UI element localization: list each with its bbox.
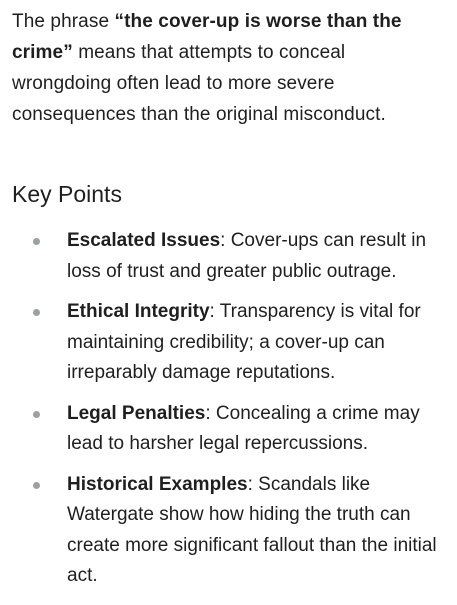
key-points-heading: Key Points bbox=[12, 181, 122, 207]
point-title: Escalated Issues bbox=[67, 230, 221, 251]
bullet-dot-icon bbox=[33, 411, 40, 418]
bullet-dot-icon bbox=[33, 238, 40, 245]
bullet-dot-icon bbox=[33, 309, 40, 316]
intro-prefix: The phrase bbox=[12, 11, 115, 32]
intro-suffix: means that attempts to conceal wrongdoing often lead to more severe consequences than the original misconduct. bbox=[12, 42, 386, 125]
key-points-list bbox=[12, 226, 445, 592]
point-text: : Cover-ups can result in loss of trust and greater public outrage. bbox=[67, 230, 427, 282]
list-item bbox=[12, 226, 445, 287]
point-text: : Concealing a crime may lead to harsher legal repercussions. bbox=[67, 402, 420, 454]
point-title: Legal Penalties bbox=[67, 402, 206, 424]
list-item bbox=[12, 399, 445, 460]
point-title: Ethical Integrity bbox=[67, 301, 210, 322]
list-item bbox=[12, 297, 445, 389]
point-text: : Transparency is vital for maintaining credibility; a cover-up can irreparably damage reputations. bbox=[67, 301, 421, 383]
intro-paragraph bbox=[12, 6, 445, 130]
point-text: : Scandals like Watergate show how hiding the truth can create more significant fallout than the initial act. bbox=[67, 473, 437, 586]
list-item bbox=[12, 470, 445, 592]
bullet-dot-icon bbox=[33, 482, 40, 489]
point-title: Historical Examples bbox=[67, 473, 248, 495]
intro-phrase: “the cover-up is worse than the crime” bbox=[12, 11, 402, 63]
